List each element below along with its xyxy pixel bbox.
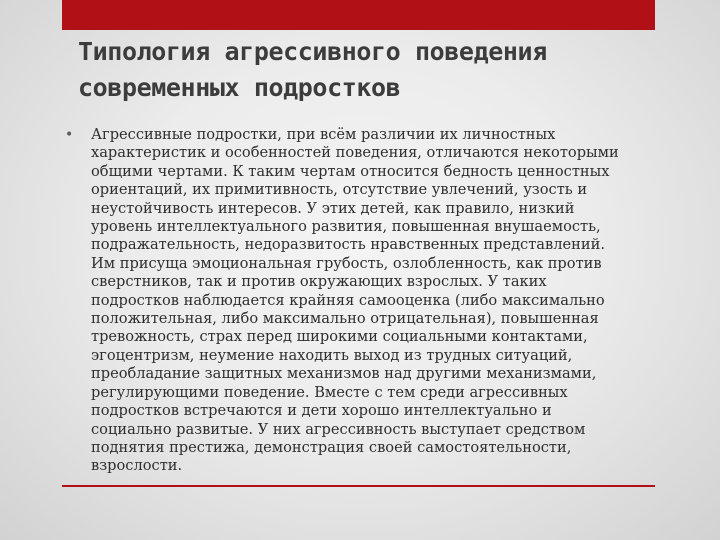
text-line: ориентаций, их примитивность, отсутствие увлечений, узость и [91, 181, 588, 199]
text-line: преобладание защитных механизмов над другими механизмами, [91, 365, 597, 383]
text-line: тревожность, страх перед широкими социальными контактами, [91, 328, 588, 346]
text-line: регулирующими поведение. Вместе с тем среди агрессивных [91, 383, 568, 401]
bottom-accent-line [62, 485, 655, 487]
text-line: характеристик и особенностей поведения, отличаются некоторыми [91, 144, 619, 162]
bullet-item [62, 126, 652, 476]
slide-title [78, 34, 658, 106]
text-line: поднятия престижа, демонстрация своей самостоятельности, [91, 438, 572, 456]
text-line: Агрессивные подростки, при всём различии их личностных [91, 126, 556, 143]
bullet-text [91, 126, 652, 476]
text-line: взрослости. [91, 457, 183, 475]
text-line: Им присуща эмоциональная грубость, озлобленность, как против [91, 254, 602, 272]
top-accent-bar [62, 0, 655, 30]
slide-title-line-2: современных подростков [78, 73, 401, 102]
text-line: общими чертами. К таким чертам относится бедность ценностных [91, 162, 610, 180]
text-line: подростков наблюдается крайняя самооценка (либо максимально [91, 291, 605, 309]
text-line: уровень интеллектуального развития, повышенная внушаемость, [91, 218, 601, 236]
text-line: положительная, либо максимально отрицательная), повышенная [91, 310, 599, 328]
text-line: подростков встречаются и дети хорошо интеллектуально и [91, 402, 552, 420]
bullet-icon: • [65, 127, 74, 143]
text-line: эгоцентризм, неумение находить выход из трудных ситуаций, [91, 346, 573, 364]
slide-title-line-1: Типология агрессивного поведения [78, 37, 547, 66]
text-line: подражательность, недоразвитость нравственных представлений. [91, 236, 605, 254]
slide-content [62, 126, 652, 476]
text-line: сверстников, так и против окружающих взрослых. У таких [91, 273, 547, 291]
text-line: неустойчивость интересов. У этих детей, как правило, низкий [91, 199, 575, 217]
text-line: социально развитые. У них агрессивность выступает средством [91, 420, 586, 438]
